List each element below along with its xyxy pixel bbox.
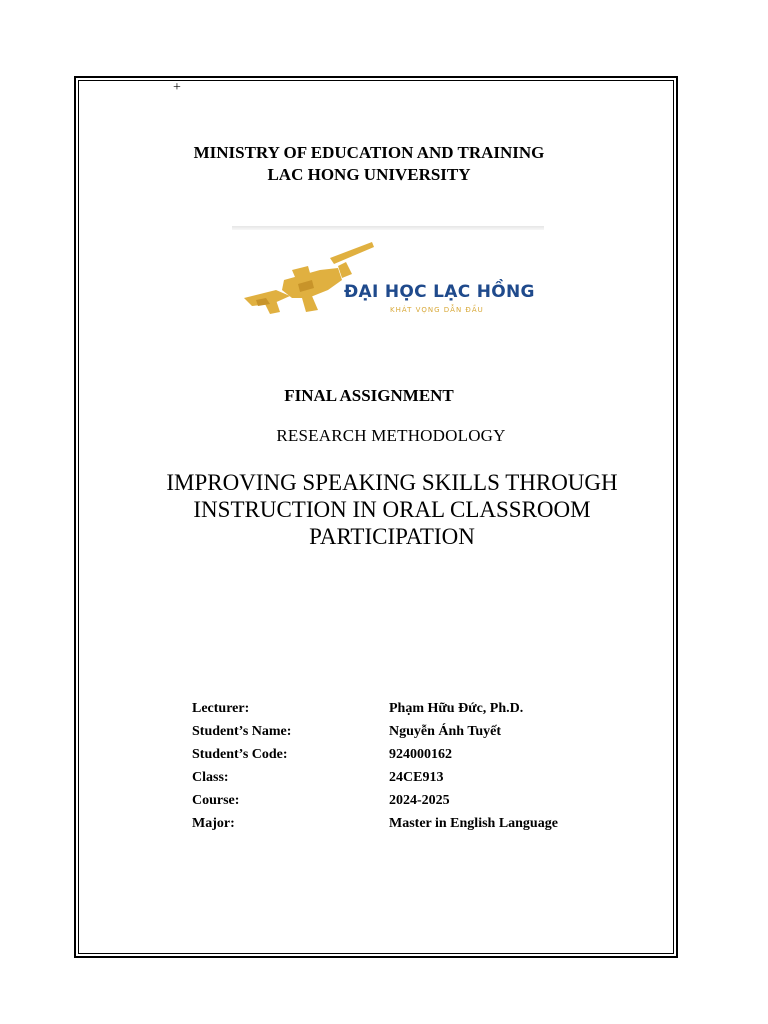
info-row bbox=[192, 720, 558, 743]
university-logo bbox=[232, 226, 544, 320]
info-row bbox=[192, 789, 558, 812]
info-label: Student’s Name: bbox=[192, 723, 292, 739]
info-row bbox=[192, 812, 558, 835]
info-value: 924000162 bbox=[389, 746, 452, 762]
plus-mark: + bbox=[173, 80, 181, 95]
info-row bbox=[192, 766, 558, 789]
university-heading: LAC HONG UNIVERSITY bbox=[267, 165, 471, 184]
info-value: Nguyễn Ánh Tuyết bbox=[389, 723, 502, 739]
logo-slogan: KHÁT VỌNG DẪN ĐẦU bbox=[390, 306, 484, 314]
graduate-plane-icon bbox=[242, 240, 378, 320]
ministry-heading: MINISTRY OF EDUCATION AND TRAINING bbox=[193, 143, 545, 162]
info-label: Class: bbox=[192, 769, 229, 785]
assignment-type: FINAL ASSIGNMENT bbox=[284, 386, 454, 405]
assignment-title: IMPROVING SPEAKING SKILLS THROUGH INSTRUCTION IN ORAL CLASSROOM PARTICIPATION bbox=[166, 470, 618, 549]
info-row bbox=[192, 697, 558, 720]
info-label: Major: bbox=[192, 815, 235, 831]
logo-wordmark: ĐẠI HỌC LẠC HỒNG bbox=[344, 282, 535, 302]
info-value: 2024-2025 bbox=[389, 792, 450, 808]
student-info-table bbox=[192, 697, 558, 835]
logo-divider bbox=[232, 226, 544, 230]
info-label: Lecturer: bbox=[192, 700, 250, 716]
subject-name: RESEARCH METHODOLOGY bbox=[276, 426, 506, 445]
info-row bbox=[192, 743, 558, 766]
info-label: Student’s Code: bbox=[192, 746, 288, 762]
info-value: Phạm Hữu Đức, Ph.D. bbox=[389, 700, 524, 716]
info-label: Course: bbox=[192, 792, 240, 808]
info-value: Master in English Language bbox=[389, 815, 558, 831]
info-value: 24CE913 bbox=[389, 769, 444, 785]
